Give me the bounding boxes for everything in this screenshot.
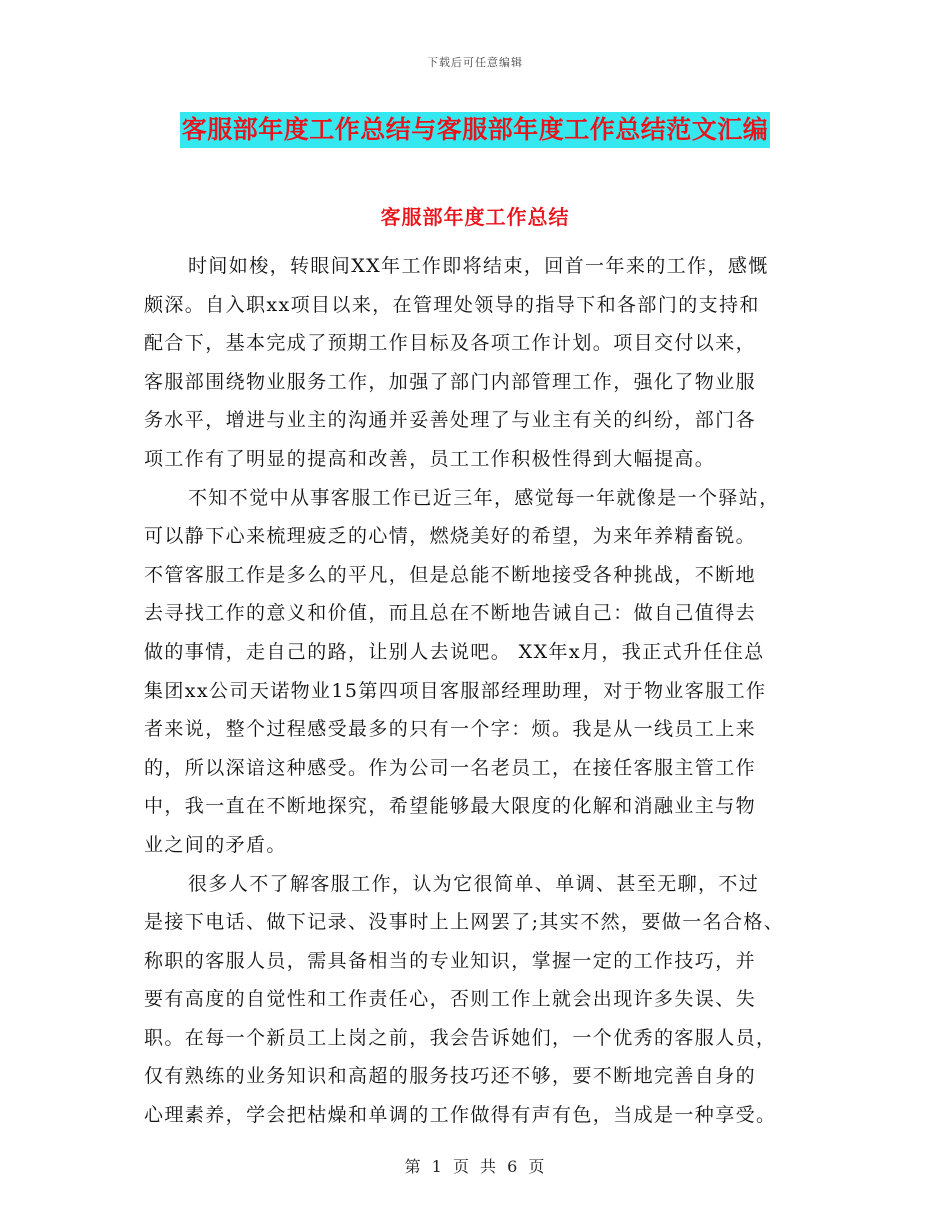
header-note: 下载后可任意编辑 (427, 56, 523, 69)
paragraph-line: 业之间的矛盾。 (144, 833, 287, 856)
paragraph-line: 心理素养，学会把枯燥和单调的工作做得有声有色，当成是一种享受。 (144, 1104, 777, 1127)
paragraph-line: 中，我一直在不断地探究，希望能够最大限度的化解和消融业主与物 (144, 795, 757, 818)
paragraph-line: 不知不觉中从事客服工作已近三年，感觉每一年就像是一个驿站， (188, 486, 780, 509)
page-number-footer: 第 1 页 共 6 页 (404, 1157, 546, 1176)
paragraph-line: 时间如梭，转眼间XX年工作即将结束，回首一年来的工作，感慨 (188, 255, 769, 277)
paragraph-line: 是接下电话、做下记录、没事时上上网罢了;其实不然，要做一名合格、 (144, 911, 785, 934)
paragraph-line: 可以静下心来梳理疲乏的心情，燃烧美好的希望，为来年养精畜锐。 (144, 525, 757, 548)
paragraph-line: 做的事情，走自己的路，让别人去说吧。 XX年x月，我正式升任住总 (144, 640, 765, 663)
paragraph-line: 要有高度的自觉性和工作责任心，否则工作上就会出现许多失误、失 (144, 988, 757, 1011)
main-title-container (0, 112, 950, 148)
paragraph-line: 很多人不了解客服工作，认为它很简单、单调、甚至无聊，不过 (188, 872, 760, 895)
paragraph-line: 集团xx公司天诺物业15第四项目客服部经理助理，对于物业客服工作 (144, 679, 767, 702)
paragraph-line: 仅有熟练的业务知识和高超的服务技巧还不够，要不断地完善自身的 (144, 1065, 757, 1088)
paragraph-line: 去寻找工作的意义和价值，而且总在不断地告诫自己：做自己值得去 (144, 602, 757, 625)
paragraph-line: 务水平，增进与业主的沟通并妥善处理了与业主有关的纠纷，部门各 (144, 409, 757, 432)
body-text (144, 247, 814, 1135)
paragraph-line: 颇深。自入职xx项目以来，在管理处领导的指导下和各部门的支持和 (144, 293, 760, 316)
paragraph-line: 客服部围绕物业服务工作，加强了部门内部管理工作，强化了物业服 (144, 370, 757, 393)
paragraph-line: 职。在每一个新员工上岗之前，我会告诉她们，一个优秀的客服人员， (144, 1026, 777, 1049)
paragraph-line: 称职的客服人员，需具备相当的专业知识，掌握一定的工作技巧，并 (144, 949, 757, 972)
section-title: 客服部年度工作总结 (380, 205, 570, 229)
paragraph-line: 不管客服工作是多么的平凡，但是总能不断地接受各种挑战，不断地 (144, 563, 757, 586)
paragraph-line: 配合下，基本完成了预期工作目标及各项工作计划。项目交付以来， (144, 332, 757, 355)
paragraph-line: 者来说，整个过程感受最多的只有一个字：烦。我是从一线员工上来 (144, 718, 757, 741)
paragraph-line: 项工作有了明显的提高和改善，员工工作积极性得到大幅提高。 (144, 447, 716, 470)
paragraph-line: 的，所以深谙这种感受。作为公司一名老员工，在接任客服主管工作 (144, 756, 757, 779)
main-title: 客服部年度工作总结与客服部年度工作总结范文汇编 (180, 112, 771, 148)
